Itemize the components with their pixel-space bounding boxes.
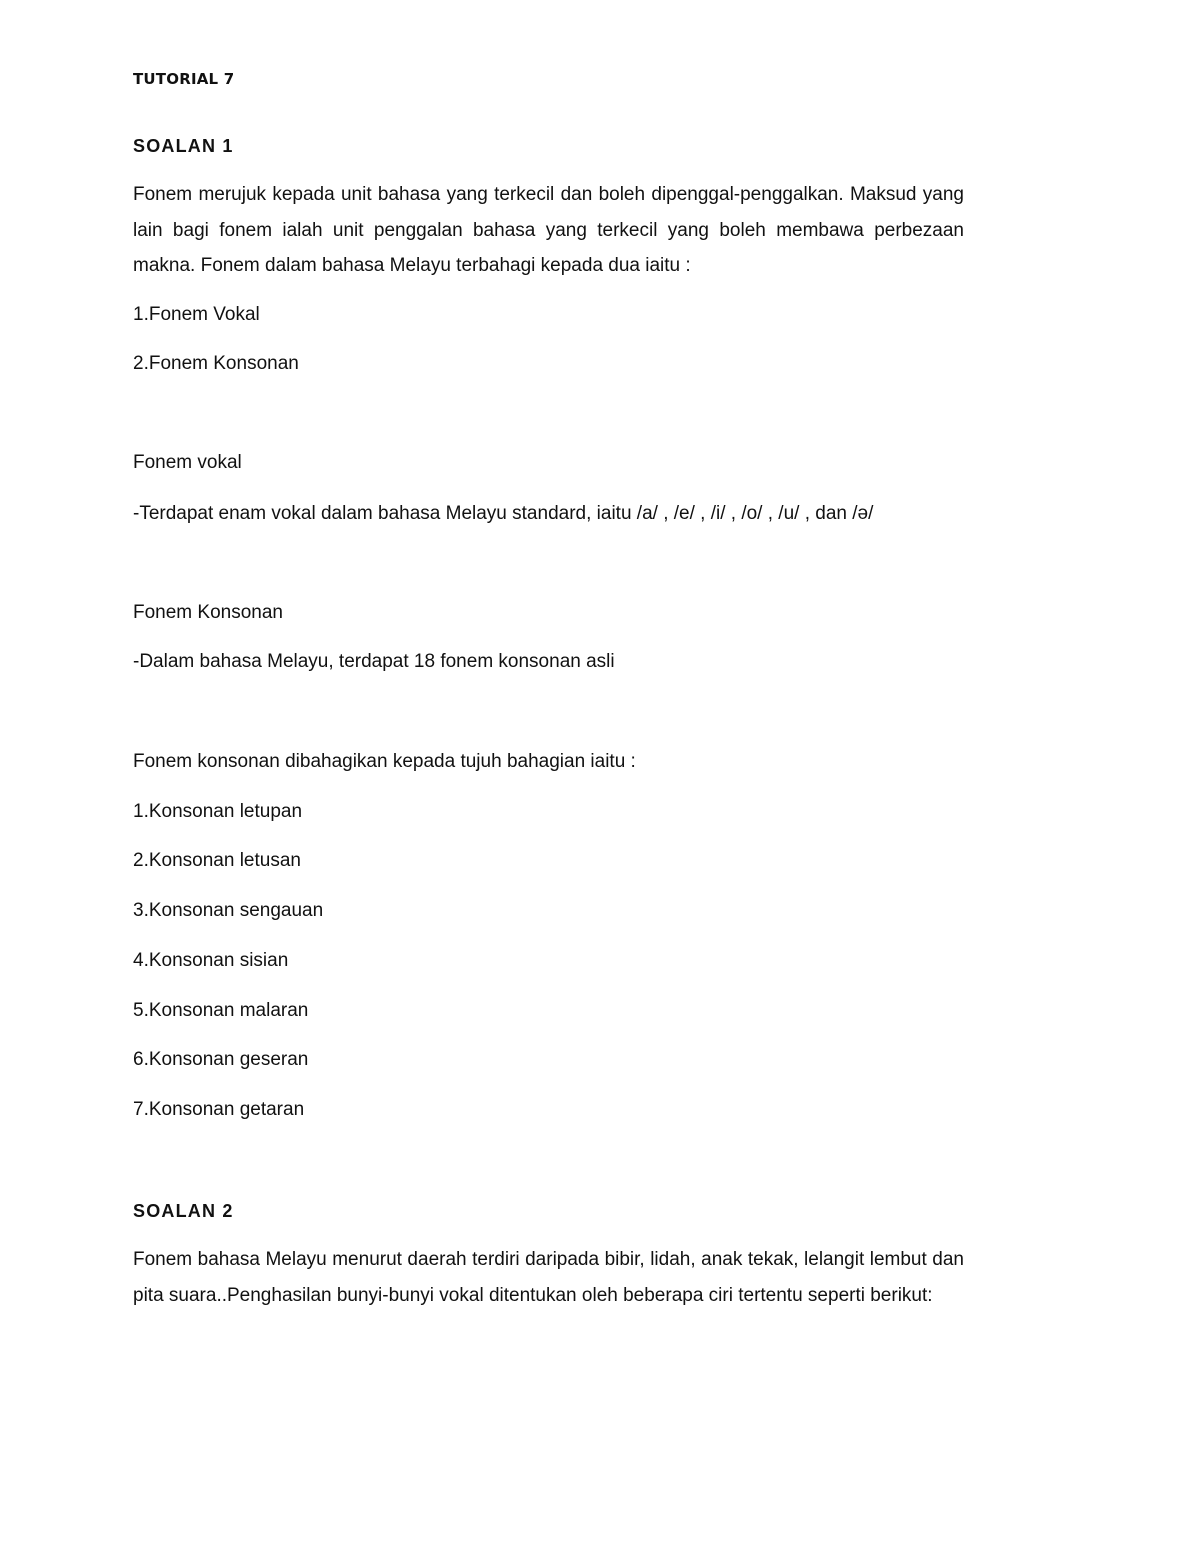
soalan-1-intro-paragraph: Fonem merujuk kepada unit bahasa yang terkecil dan boleh dipenggal-penggalkan. Maksud yang lain bagi fonem ialah unit penggalan bahasa yang terkecil yang boleh membawa perbezaan makna. Fonem dalam bahasa Melayu terbahagi kepada dua iaitu : xyxy=(133,184,964,276)
soalan-1-heading: SOALAN 1 xyxy=(133,136,234,156)
konsonan-division-item: 4.Konsonan sisian xyxy=(133,950,289,971)
konsonan-division-item: 7.Konsonan getaran xyxy=(133,1099,305,1120)
konsonan-division-item: 6.Konsonan geseran xyxy=(133,1049,309,1070)
fonem-vokal-text: -Terdapat enam vokal dalam bahasa Melayu standard, iaitu /a/ , /e/ , /i/ , /o/ , /u/ , dan /ə/ xyxy=(133,503,874,524)
document-title: TUTORIAL 7 xyxy=(133,70,235,88)
konsonan-division-item: 1.Konsonan letupan xyxy=(133,801,303,822)
soalan-2-heading: SOALAN 2 xyxy=(133,1201,234,1221)
konsonan-division-item: 2.Konsonan letusan xyxy=(133,850,301,871)
fonem-konsonan-heading: Fonem Konsonan xyxy=(133,602,283,623)
fonem-type-item: 2.Fonem Konsonan xyxy=(133,353,299,374)
soalan-2-paragraph: Fonem bahasa Melayu menurut daerah terdiri daripada bibir, lidah, anak tekak, lelangit lembut dan pita suara..Penghasilan bunyi-bunyi vokal ditentukan oleh beberapa ciri tertentu seperti berikut: xyxy=(133,1249,964,1306)
fonem-konsonan-text: -Dalam bahasa Melayu, terdapat 18 fonem konsonan asli xyxy=(133,651,615,672)
fonem-vokal-heading: Fonem vokal xyxy=(133,452,242,473)
konsonan-division-item: 3.Konsonan sengauan xyxy=(133,900,324,921)
konsonan-division-item: 5.Konsonan malaran xyxy=(133,1000,309,1021)
fonem-type-item: 1.Fonem Vokal xyxy=(133,304,260,325)
konsonan-division-intro: Fonem konsonan dibahagikan kepada tujuh bahagian iaitu : xyxy=(133,751,636,772)
